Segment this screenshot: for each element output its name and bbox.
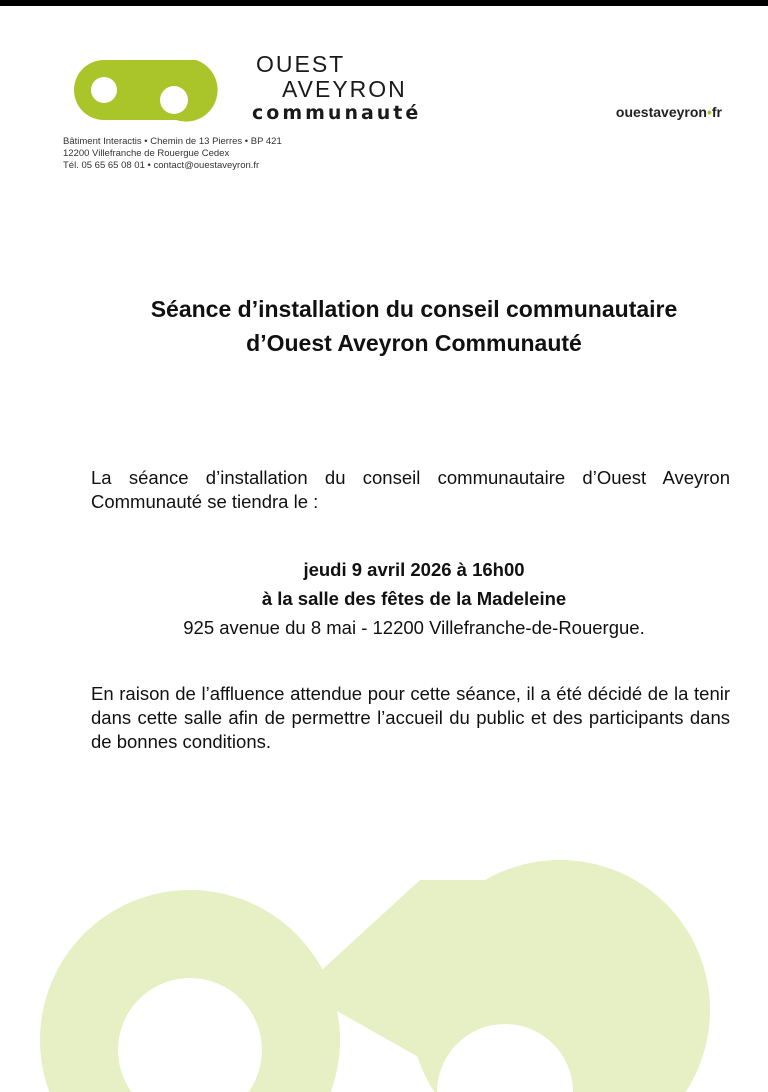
title-line-1: Séance d’installation du conseil communautaire	[150, 296, 678, 322]
website-tld: fr	[711, 104, 722, 120]
website-dot: •	[706, 104, 712, 120]
brand-word-communaute: communauté	[252, 102, 422, 124]
sender-address	[63, 136, 282, 172]
intro-paragraph: La séance d’installation du conseil communautaire d’Ouest Aveyron Communauté se tiendra le :	[91, 467, 730, 512]
brand-word-aveyron: AVEYRON	[282, 76, 407, 102]
closing-paragraph: En raison de l’affluence attendue pour cette séance, il a été décidé de la tenir dans cette salle afin de permettre l’accueil du public et des participants dans de bonnes conditions.	[91, 683, 730, 752]
website-name: ouestaveyron	[615, 104, 707, 120]
website-link[interactable]	[616, 104, 722, 120]
event-date: jeudi 9 avril 2026 à 16h00	[303, 559, 525, 580]
address-line: Tél. 05 65 65 08 01 • contact@ouestaveyron.fr	[63, 160, 260, 171]
brand-logo	[56, 50, 436, 130]
event-address: 925 avenue du 8 mai - 12200 Villefranche-de-Rouergue.	[183, 617, 645, 638]
address-line: Bâtiment Interactis • Chemin de 13 Pierres • BP 421	[63, 136, 282, 147]
brand-word-ouest: OUEST	[256, 51, 346, 77]
brand-wordmark	[206, 52, 421, 124]
event-venue: à la salle des fêtes de la Madeleine	[261, 588, 567, 609]
document-title	[60, 292, 768, 360]
title-line-2: d’Ouest Aveyron Communauté	[246, 330, 582, 356]
event-details	[60, 555, 768, 642]
address-line: 12200 Villefranche de Rouergue Cedex	[63, 148, 230, 159]
